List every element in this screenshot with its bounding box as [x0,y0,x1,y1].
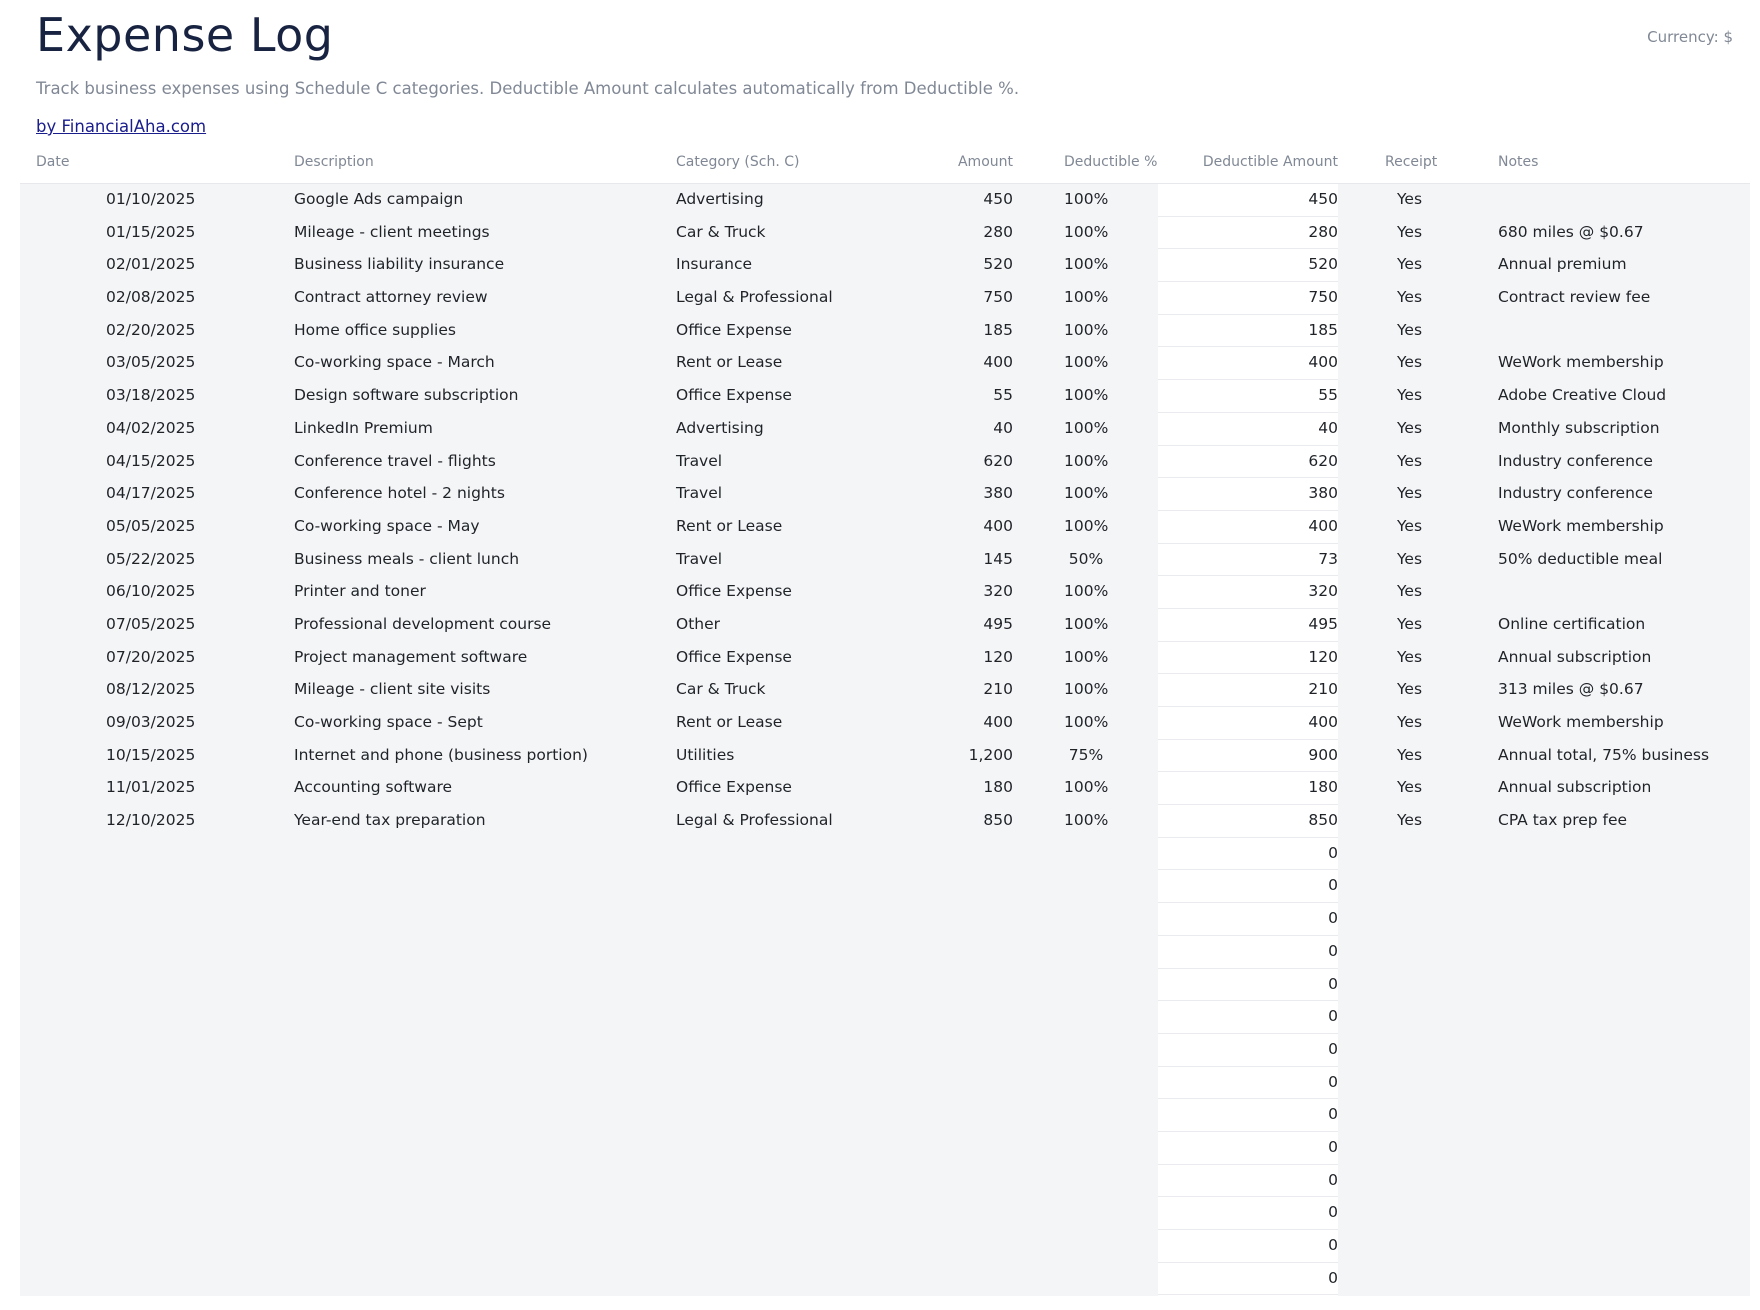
category-cell[interactable]: Insurance [676,255,753,274]
notes-cell[interactable]: 680 miles @ $0.67 [1498,222,1644,241]
table-row[interactable] [0,576,1760,609]
deductible-amount-cell[interactable]: 73 [1318,549,1338,568]
table-row[interactable] [0,642,1760,675]
date-cell[interactable]: 01/10/2025 [106,190,196,208]
description-cell[interactable]: Business meals - client lunch [294,549,520,568]
date-cell[interactable]: 05/22/2025 [106,549,196,568]
table-row[interactable] [0,740,1760,773]
notes-cell[interactable]: Annual subscription [1498,647,1652,666]
header-description[interactable]: Description [294,154,374,170]
deductible-pct-cell[interactable]: 100% [1064,778,1109,797]
description-cell[interactable]: Printer and toner [294,582,426,601]
deductible-amount-cell[interactable]: 520 [1308,255,1338,274]
deductible-amount-cell[interactable]: 0 [1328,1137,1338,1156]
receipt-cell[interactable]: Yes [1397,582,1423,601]
deductible-amount-cell[interactable]: 120 [1308,647,1338,666]
amount-cell[interactable]: 495 [983,614,1013,633]
receipt-cell[interactable]: Yes [1397,222,1423,241]
deductible-amount-cell[interactable]: 0 [1328,1236,1338,1254]
amount-cell[interactable]: 620 [983,451,1013,470]
table-row[interactable] [0,1067,1760,1100]
deductible-amount-cell[interactable]: 620 [1308,451,1338,470]
deductible-amount-cell[interactable]: 0 [1328,876,1338,895]
deductible-amount-cell[interactable]: 400 [1308,713,1338,731]
description-cell[interactable]: LinkedIn Premium [294,418,433,437]
deductible-pct-cell[interactable]: 50% [1068,549,1104,568]
date-cell[interactable]: 10/15/2025 [106,745,196,764]
category-cell[interactable]: Rent or Lease [676,353,783,372]
category-cell[interactable]: Office Expense [676,320,792,339]
table-row[interactable] [0,1230,1760,1263]
page-title: Expense Log [36,8,334,62]
brand-link[interactable]: by FinancialAha.com [36,117,207,136]
amount-cell[interactable]: 400 [983,713,1013,731]
deductible-pct-cell[interactable]: 100% [1064,386,1109,405]
date-cell[interactable]: 03/05/2025 [106,353,196,372]
date-cell[interactable]: 06/10/2025 [106,582,196,601]
deductible-amount-cell[interactable]: 0 [1328,1268,1338,1287]
description-cell[interactable]: Internet and phone (business portion) [294,745,588,764]
receipt-cell[interactable]: Yes [1397,320,1423,339]
deductible-amount-cell[interactable]: 210 [1308,680,1338,699]
table-row[interactable] [0,936,1760,969]
amount-cell[interactable]: 40 [993,418,1013,437]
deductible-amount-cell[interactable]: 0 [1328,974,1338,993]
date-cell[interactable]: 11/01/2025 [106,778,196,797]
amount-cell[interactable]: 400 [983,516,1013,535]
receipt-cell[interactable]: Yes [1397,647,1423,666]
table-row[interactable] [0,511,1760,544]
table-row[interactable] [0,413,1760,446]
table-row[interactable] [0,870,1760,903]
receipt-cell[interactable]: Yes [1397,614,1423,633]
deductible-amount-cell[interactable]: 0 [1328,1039,1338,1058]
table-row[interactable] [0,347,1760,380]
deductible-pct-cell[interactable]: 100% [1064,680,1109,699]
deductible-amount-cell[interactable]: 495 [1308,614,1338,633]
receipt-cell[interactable]: Yes [1397,190,1423,208]
receipt-cell[interactable]: Yes [1397,418,1423,437]
receipt-cell[interactable]: Yes [1397,451,1423,470]
deductible-amount-cell[interactable]: 450 [1308,190,1338,208]
receipt-cell[interactable]: Yes [1397,484,1423,503]
notes-cell[interactable]: Annual premium [1498,255,1627,274]
header-deductible-pct[interactable]: Deductible % [1064,154,1158,170]
table-row[interactable] [0,1197,1760,1230]
table-row[interactable] [0,1165,1760,1198]
description-cell[interactable]: Co-working space - March [294,353,495,372]
receipt-cell[interactable]: Yes [1397,713,1423,731]
description-cell[interactable]: Conference hotel - 2 nights [294,484,505,503]
date-cell[interactable]: 07/05/2025 [106,614,196,633]
deductible-pct-cell[interactable]: 100% [1064,451,1109,470]
amount-cell[interactable]: 145 [983,549,1013,568]
expense-table [0,184,1760,1295]
date-cell[interactable]: 02/08/2025 [106,288,196,307]
category-cell[interactable]: Advertising [676,418,764,437]
amount-cell[interactable]: 55 [993,386,1013,405]
category-cell[interactable]: Travel [676,484,723,503]
table-row[interactable] [0,674,1760,707]
date-cell[interactable]: 04/15/2025 [106,451,196,470]
notes-cell[interactable]: 50% deductible meal [1498,549,1663,568]
deductible-pct-cell[interactable]: 75% [1068,745,1104,764]
receipt-cell[interactable]: Yes [1397,255,1423,274]
date-cell[interactable]: 02/20/2025 [106,320,196,339]
receipt-cell[interactable]: Yes [1397,680,1423,699]
deductible-amount-cell[interactable]: 380 [1308,484,1338,503]
table-row[interactable] [0,282,1760,315]
table-row[interactable] [0,1263,1760,1296]
notes-cell[interactable]: Contract review fee [1498,288,1651,307]
amount-cell[interactable]: 850 [983,811,1013,830]
deductible-amount-cell[interactable]: 0 [1328,1170,1338,1189]
description-cell[interactable]: Business liability insurance [294,255,505,274]
table-row[interactable] [0,805,1760,838]
table-row[interactable] [0,1132,1760,1165]
deductible-amount-cell[interactable]: 0 [1328,843,1338,862]
table-row[interactable] [0,249,1760,282]
table-row[interactable] [0,315,1760,348]
table-row[interactable] [0,772,1760,805]
notes-cell[interactable]: Online certification [1498,614,1646,633]
description-cell[interactable]: Mileage - client meetings [294,222,490,241]
description-cell[interactable]: Mileage - client site visits [294,680,491,699]
table-row[interactable] [0,217,1760,250]
receipt-cell[interactable]: Yes [1397,549,1423,568]
description-cell[interactable]: Contract attorney review [294,288,488,307]
category-cell[interactable]: Advertising [676,190,764,208]
deductible-pct-cell[interactable]: 100% [1064,353,1109,372]
description-cell[interactable]: Year-end tax preparation [294,811,486,830]
currency-label: Currency: $ [1647,28,1733,46]
table-row[interactable] [0,446,1760,479]
date-cell[interactable]: 07/20/2025 [106,647,196,666]
deductible-pct-cell[interactable]: 100% [1064,614,1109,633]
notes-cell[interactable]: Adobe Creative Cloud [1498,386,1667,405]
description-cell[interactable]: Project management software [294,647,528,666]
deductible-pct-cell[interactable]: 100% [1064,222,1109,241]
date-cell[interactable]: 04/02/2025 [106,418,196,437]
notes-cell[interactable]: Annual subscription [1498,778,1652,797]
table-row[interactable] [0,184,1760,217]
date-cell[interactable]: 01/15/2025 [106,222,196,241]
deductible-amount-cell[interactable]: 900 [1308,745,1338,764]
amount-cell[interactable]: 185 [983,320,1013,339]
category-cell[interactable]: Office Expense [676,582,792,601]
deductible-amount-cell[interactable]: 0 [1328,1105,1338,1124]
amount-cell[interactable]: 180 [983,778,1013,797]
table-row[interactable] [0,478,1760,511]
date-cell[interactable]: 08/12/2025 [106,680,196,699]
deductible-amount-cell[interactable]: 0 [1328,941,1338,960]
date-cell[interactable]: 03/18/2025 [106,386,196,405]
deductible-amount-cell[interactable]: 55 [1318,386,1338,405]
amount-cell[interactable]: 450 [983,190,1013,208]
amount-cell[interactable]: 750 [983,288,1013,307]
deductible-pct-cell[interactable]: 100% [1064,647,1109,666]
deductible-amount-cell[interactable]: 0 [1328,1072,1338,1091]
amount-cell[interactable]: 210 [983,680,1013,699]
deductible-amount-cell[interactable]: 400 [1308,353,1338,372]
table-row[interactable] [0,707,1760,740]
notes-cell[interactable]: WeWork membership [1498,713,1664,731]
deductible-amount-cell[interactable]: 40 [1318,418,1338,437]
deductible-pct-cell[interactable]: 100% [1064,811,1109,830]
notes-cell[interactable]: WeWork membership [1498,353,1664,372]
page-subtitle: Track business expenses using Schedule C categories. Deductible Amount calculates automatically from Deductible %. [36,79,1020,98]
description-cell[interactable]: Professional development course [294,614,552,633]
category-cell[interactable]: Car & Truck [676,222,766,241]
deductible-pct-cell[interactable]: 100% [1064,418,1109,437]
description-cell[interactable]: Home office supplies [294,320,456,339]
deductible-pct-cell[interactable]: 100% [1064,582,1109,601]
header-date[interactable]: Date [36,154,70,170]
category-cell[interactable]: Travel [676,451,723,470]
notes-cell[interactable]: Annual total, 75% business [1498,745,1710,764]
date-cell[interactable]: 02/01/2025 [106,255,196,274]
table-row[interactable] [0,838,1760,871]
receipt-cell[interactable]: Yes [1397,778,1423,797]
category-cell[interactable]: Travel [676,549,723,568]
description-cell[interactable]: Google Ads campaign [294,190,464,208]
amount-cell[interactable]: 120 [983,647,1013,666]
header-receipt[interactable]: Receipt [1385,154,1438,170]
receipt-cell[interactable]: Yes [1397,745,1423,764]
description-cell[interactable]: Conference travel - flights [294,451,496,470]
deductible-amount-cell[interactable]: 0 [1328,1007,1338,1026]
receipt-cell[interactable]: Yes [1397,516,1423,535]
receipt-cell[interactable]: Yes [1397,353,1423,372]
deductible-amount-cell[interactable]: 185 [1308,320,1338,339]
description-cell[interactable]: Design software subscription [294,386,519,405]
category-cell[interactable]: Office Expense [676,647,792,666]
deductible-amount-cell[interactable]: 280 [1308,222,1338,241]
table-row[interactable] [0,380,1760,413]
amount-cell[interactable]: 280 [983,222,1013,241]
table-row[interactable] [0,1001,1760,1034]
deductible-pct-cell[interactable]: 100% [1064,484,1109,503]
header-deductible-amount[interactable]: Deductible Amount [1202,154,1338,170]
date-cell[interactable]: 12/10/2025 [106,811,196,830]
category-cell[interactable]: Other [676,614,721,633]
deductible-pct-cell[interactable]: 100% [1064,255,1109,274]
category-cell[interactable]: Car & Truck [676,680,766,699]
notes-cell[interactable]: CPA tax prep fee [1498,811,1628,830]
table-row[interactable] [0,544,1760,577]
column-headers [0,154,1760,184]
category-cell[interactable]: Office Expense [676,778,792,797]
amount-cell[interactable]: 400 [983,353,1013,372]
amount-cell[interactable]: 520 [983,255,1013,274]
deductible-pct-cell[interactable]: 100% [1064,320,1109,339]
header-notes[interactable]: Notes [1498,154,1539,170]
description-cell[interactable]: Co-working space - May [294,516,480,535]
description-cell[interactable]: Co-working space - Sept [294,713,483,731]
table-row[interactable] [0,1034,1760,1067]
table-row[interactable] [0,903,1760,936]
amount-cell[interactable]: 320 [983,582,1013,601]
deductible-amount-cell[interactable]: 0 [1328,1203,1338,1222]
notes-cell[interactable]: WeWork membership [1498,516,1664,535]
deductible-pct-cell[interactable]: 100% [1064,288,1109,307]
header-category[interactable]: Category (Sch. C) [676,154,800,170]
date-cell[interactable]: 09/03/2025 [106,713,196,731]
receipt-cell[interactable]: Yes [1397,288,1423,307]
deductible-amount-cell[interactable]: 0 [1328,909,1338,928]
table-row[interactable] [0,1099,1760,1132]
table-row[interactable] [0,969,1760,1002]
receipt-cell[interactable]: Yes [1397,386,1423,405]
category-cell[interactable]: Utilities [676,745,735,764]
category-cell[interactable]: Legal & Professional [676,811,833,830]
deductible-pct-cell[interactable]: 100% [1064,190,1109,208]
deductible-amount-cell[interactable]: 850 [1308,811,1338,830]
date-cell[interactable]: 05/05/2025 [106,516,196,535]
table-row[interactable] [0,609,1760,642]
deductible-amount-cell[interactable]: 320 [1308,582,1338,601]
notes-cell[interactable]: Industry conference [1498,451,1653,470]
deductible-amount-cell[interactable]: 750 [1308,288,1338,307]
deductible-pct-cell[interactable]: 100% [1064,713,1109,731]
row-divider [1158,1294,1338,1295]
notes-cell[interactable]: 313 miles @ $0.67 [1498,680,1644,699]
deductible-pct-cell[interactable]: 100% [1064,516,1109,535]
deductible-amount-cell[interactable]: 400 [1308,516,1338,535]
amount-cell[interactable]: 380 [983,484,1013,503]
notes-cell[interactable]: Industry conference [1498,484,1653,503]
header-amount[interactable]: Amount [957,154,1013,170]
description-cell[interactable]: Accounting software [294,778,453,797]
deductible-amount-cell[interactable]: 180 [1308,778,1338,797]
category-cell[interactable]: Legal & Professional [676,288,833,307]
category-cell[interactable]: Rent or Lease [676,516,783,535]
receipt-cell[interactable]: Yes [1397,811,1423,830]
category-cell[interactable]: Rent or Lease [676,713,783,731]
notes-cell[interactable]: Monthly subscription [1498,418,1660,437]
date-cell[interactable]: 04/17/2025 [106,484,196,503]
amount-cell[interactable]: 1,200 [968,745,1013,764]
category-cell[interactable]: Office Expense [676,386,792,405]
